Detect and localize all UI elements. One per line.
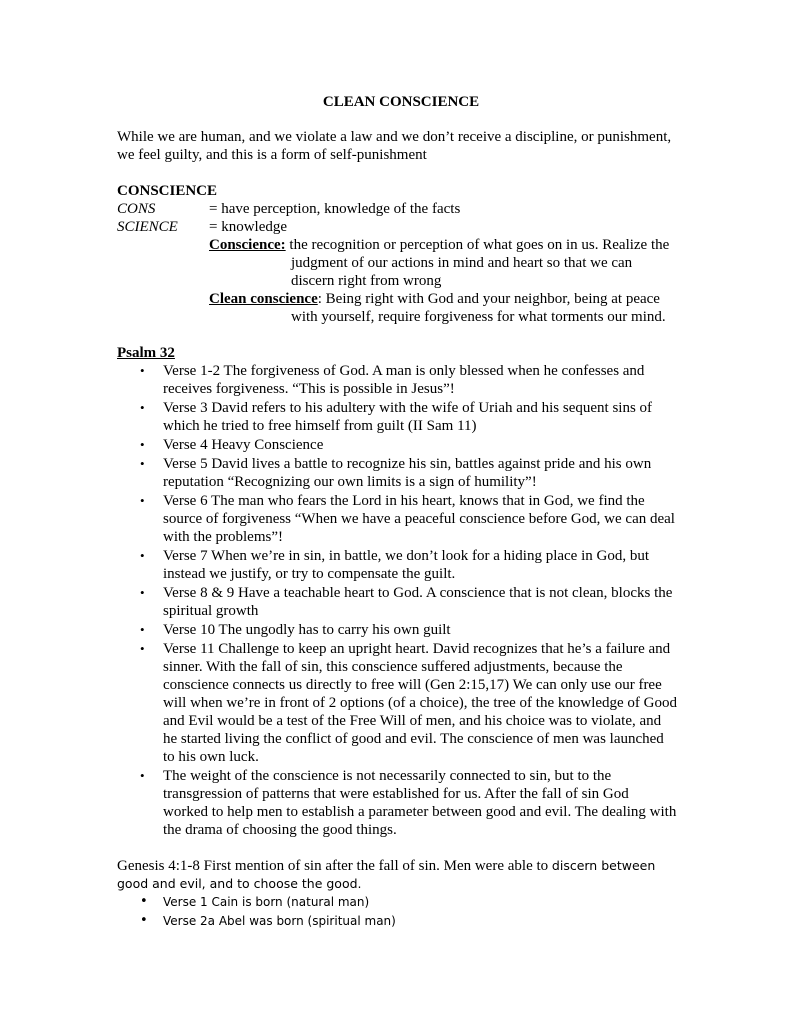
list-item-text: Verse 1 Cain is born (natural man) <box>163 895 370 909</box>
genesis-section <box>117 857 677 930</box>
list-item-text: The weight of the conscience is not necessarily connected to sin, but to the transgression of patterns that were established for us. After the fall of sin God worked to help men to establish a parameter between good and evil. The dealing with the drama of choosing the good things. <box>163 768 677 838</box>
list-item-text: Verse 2a Abel was born (spiritual man) <box>163 914 396 928</box>
bullet-icon: • <box>140 913 148 928</box>
document-title: CLEAN CONSCIENCE <box>322 94 480 110</box>
bullet-icon: • <box>140 622 145 637</box>
psalm-heading: Psalm 32 <box>117 345 175 361</box>
list-item <box>140 436 677 454</box>
term-row-science <box>117 218 677 236</box>
term-cons: CONS <box>117 201 156 217</box>
psalm-section <box>117 344 677 839</box>
bullet-icon: • <box>140 437 145 452</box>
document-page <box>117 92 677 931</box>
conscience-heading: CONSCIENCE <box>117 183 218 199</box>
bullet-icon: • <box>140 768 145 783</box>
term-cons-value: = have perception, knowledge of the facts <box>209 201 461 217</box>
bullet-icon: • <box>140 641 145 656</box>
conscience-section <box>117 182 677 326</box>
definition-conscience-text: the recognition or perception of what goes on in us. Realize the judgment of our actions in mind and heart so that we can discern right from wrong <box>285 237 670 289</box>
bullet-icon: • <box>140 363 145 378</box>
genesis-tail: discern between good and evil, and to choose the good. <box>117 858 656 891</box>
bullet-icon: • <box>140 456 145 471</box>
bullet-icon: • <box>140 585 145 600</box>
list-item-text: Verse 3 David refers to his adultery with the wife of Uriah and his sequent sins of which he tried to free himself from guilt (II Sam 11) <box>163 400 653 434</box>
bullet-icon: • <box>140 493 145 508</box>
list-item <box>140 621 677 639</box>
genesis-list <box>117 893 677 930</box>
term-row-cons <box>117 200 677 218</box>
list-item <box>140 584 677 620</box>
definition-clean-conscience <box>209 290 677 326</box>
list-item <box>140 640 678 766</box>
genesis-paragraph <box>117 857 677 893</box>
genesis-lead: Genesis 4:1-8 First mention of sin after the fall of sin. Men were able to <box>117 858 552 874</box>
definition-conscience <box>209 236 677 290</box>
definition-conscience-label: Conscience: <box>209 237 286 253</box>
list-item-text: Verse 10 The ungodly has to carry his own guilt <box>163 622 451 638</box>
intro-paragraph: While we are human, and we violate a law and we don’t receive a discipline, or punishment, we feel guilty, and this is a form of self-punishment <box>117 129 672 163</box>
list-item <box>140 362 677 398</box>
definition-clean-conscience-text: : Being right with God and your neighbor, being at peace with yourself, require forgiveness for what torments our mind. <box>291 291 666 325</box>
list-item-text: Verse 7 When we’re in sin, in battle, we don’t look for a hiding place in God, but instead we justify, or try to compensate the guilt. <box>163 548 649 582</box>
list-item <box>140 893 677 911</box>
bullet-icon: • <box>140 894 148 909</box>
list-item-text: Verse 8 & 9 Have a teachable heart to God. A conscience that is not clean, blocks the spiritual growth <box>163 585 673 619</box>
term-science-value: = knowledge <box>209 219 288 235</box>
list-item-text: Verse 4 Heavy Conscience <box>163 437 324 453</box>
definition-clean-conscience-label: Clean conscience <box>209 291 318 307</box>
list-item <box>140 547 677 583</box>
list-item <box>140 492 677 546</box>
list-item-text: Verse 11 Challenge to keep an upright heart. David recognizes that he’s a failure and sinner. With the fall of sin, this conscience suffered adjustments, because the conscience connects us directly to free will (Gen 2:15,17) We can only use our free will when we’re in front of 2 options (of a choice), the tree of the knowledge of Good and Evil would be a test of the Free Will of men, and his choice was to violate, and he started living the conflict of good and evil. The conscience of men was launched to his own luck. <box>163 641 678 765</box>
list-item <box>140 399 677 435</box>
list-item <box>140 767 677 839</box>
list-item <box>140 912 677 930</box>
list-item-text: Verse 6 The man who fears the Lord in his heart, knows that in God, we find the source of forgiveness “When we have a peaceful conscience before God, we can deal with the problems”! <box>163 493 675 545</box>
term-science: SCIENCE <box>117 219 178 235</box>
list-item-text: Verse 1-2 The forgiveness of God. A man is only blessed when he confesses and receives forgiveness. “This is possible in Jesus”! <box>163 363 645 397</box>
list-item <box>140 455 677 491</box>
bullet-icon: • <box>140 400 145 415</box>
bullet-icon: • <box>140 548 145 563</box>
list-item-text: Verse 5 David lives a battle to recognize his sin, battles against pride and his own reputation “Recognizing our own limits is a sign of humility”! <box>163 456 652 490</box>
psalm-list <box>117 362 677 839</box>
